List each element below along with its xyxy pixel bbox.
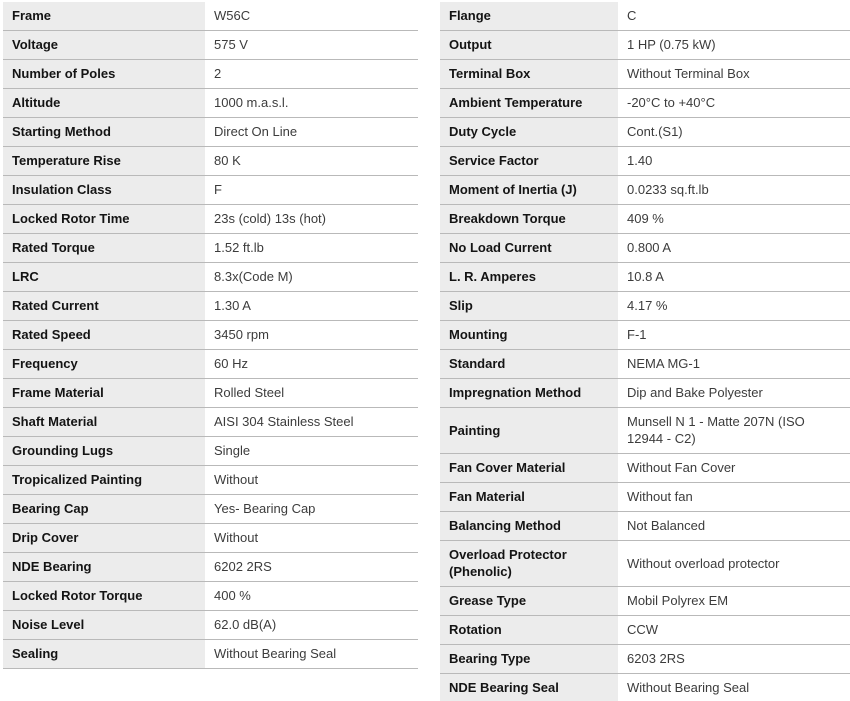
spec-label: Drip Cover xyxy=(3,524,205,552)
spec-label: Rated Torque xyxy=(3,234,205,262)
spec-value: 1000 m.a.s.l. xyxy=(214,95,289,110)
spec-label: Frame Material xyxy=(3,379,205,407)
spec-value: 80 K xyxy=(214,153,241,168)
spec-row xyxy=(3,582,418,611)
spec-value: Without Bearing Seal xyxy=(214,646,337,661)
spec-label: Slip xyxy=(440,292,618,320)
spec-label: Impregnation Method xyxy=(440,379,618,407)
spec-row xyxy=(440,176,850,205)
spec-label: NDE Bearing xyxy=(3,553,205,581)
spec-label: Frame xyxy=(3,2,205,30)
spec-row xyxy=(3,234,418,263)
spec-row xyxy=(3,408,418,437)
spec-value: Without fan xyxy=(627,489,693,504)
spec-row xyxy=(3,350,418,379)
spec-value: Cont.(S1) xyxy=(627,124,683,139)
spec-row xyxy=(440,321,850,350)
spec-row xyxy=(440,234,850,263)
spec-value: 6202 2RS xyxy=(214,559,272,574)
spec-label: Tropicalized Painting xyxy=(3,466,205,494)
spec-value: Direct On Line xyxy=(214,124,298,139)
spec-value: 1.40 xyxy=(627,153,653,168)
spec-value: 1 HP (0.75 kW) xyxy=(627,37,716,52)
spec-label: Mounting xyxy=(440,321,618,349)
spec-label: Rotation xyxy=(440,616,618,644)
spec-value: 2 xyxy=(214,66,222,81)
spec-label: Service Factor xyxy=(440,147,618,175)
spec-row xyxy=(3,379,418,408)
spec-value: F xyxy=(214,182,222,197)
spec-label: Rated Current xyxy=(3,292,205,320)
spec-value: Not Balanced xyxy=(627,518,706,533)
spec-row xyxy=(440,263,850,292)
spec-value: Without Terminal Box xyxy=(627,66,750,81)
spec-row xyxy=(440,292,850,321)
spec-value: -20°C to +40°C xyxy=(627,95,716,110)
spec-row xyxy=(3,176,418,205)
spec-label: Frequency xyxy=(3,350,205,378)
spec-label: Flange xyxy=(440,2,618,30)
spec-row xyxy=(3,611,418,640)
spec-value: 0.0233 sq.ft.lb xyxy=(627,182,709,197)
spec-value: 1.52 ft.lb xyxy=(214,240,264,255)
spec-value: Mobil Polyrex EM xyxy=(627,593,729,608)
spec-label: Breakdown Torque xyxy=(440,205,618,233)
spec-label: Terminal Box xyxy=(440,60,618,88)
spec-row xyxy=(440,483,850,512)
spec-value: 6203 2RS xyxy=(627,651,685,666)
spec-row xyxy=(3,466,418,495)
spec-value: C xyxy=(627,8,637,23)
spec-tables xyxy=(3,2,850,701)
spec-row xyxy=(3,553,418,582)
spec-value: 23s (cold) 13s (hot) xyxy=(214,211,326,226)
spec-label: Painting xyxy=(440,408,618,453)
spec-label: Altitude xyxy=(3,89,205,117)
spec-label: Bearing Cap xyxy=(3,495,205,523)
spec-value: 1.30 A xyxy=(214,298,251,313)
spec-value: Single xyxy=(214,443,251,458)
spec-label: Shaft Material xyxy=(3,408,205,436)
spec-label: NDE Bearing Seal xyxy=(440,674,618,701)
spec-row xyxy=(440,147,850,176)
spec-label: Starting Method xyxy=(3,118,205,146)
spec-row xyxy=(440,89,850,118)
spec-value: Without overload protector xyxy=(627,555,780,571)
spec-label: Grounding Lugs xyxy=(3,437,205,465)
spec-label: Moment of Inertia (J) xyxy=(440,176,618,204)
spec-row xyxy=(440,512,850,541)
spec-table-left xyxy=(3,2,418,669)
spec-row xyxy=(440,454,850,483)
spec-value: W56C xyxy=(214,8,251,23)
spec-value: CCW xyxy=(627,622,659,637)
spec-label: Ambient Temperature xyxy=(440,89,618,117)
spec-table-right xyxy=(440,2,850,701)
spec-label: Noise Level xyxy=(3,611,205,639)
spec-label: Overload Protector (Phenolic) xyxy=(440,541,618,586)
spec-row xyxy=(3,147,418,176)
spec-label: Locked Rotor Torque xyxy=(3,582,205,610)
spec-row xyxy=(440,60,850,89)
spec-row xyxy=(440,205,850,234)
spec-row xyxy=(3,89,418,118)
spec-row xyxy=(440,379,850,408)
spec-value: 575 V xyxy=(214,37,248,52)
spec-label: Insulation Class xyxy=(3,176,205,204)
spec-value: 62.0 dB(A) xyxy=(214,617,277,632)
spec-label: Grease Type xyxy=(440,587,618,615)
spec-value: 0.800 A xyxy=(627,240,672,255)
spec-row xyxy=(440,31,850,60)
spec-label: No Load Current xyxy=(440,234,618,262)
spec-row xyxy=(440,674,850,701)
spec-row xyxy=(3,2,418,31)
spec-value: Without Bearing Seal xyxy=(627,680,750,695)
spec-row xyxy=(3,31,418,60)
spec-value: Without Fan Cover xyxy=(627,460,736,475)
spec-label: Fan Cover Material xyxy=(440,454,618,482)
spec-value: Munsell N 1 - Matte 207N (ISO 12944 - C2) xyxy=(627,414,805,446)
spec-label: Temperature Rise xyxy=(3,147,205,175)
spec-row xyxy=(3,495,418,524)
spec-label: Sealing xyxy=(3,640,205,668)
spec-value: Rolled Steel xyxy=(214,385,285,400)
spec-row xyxy=(3,118,418,147)
spec-label: L. R. Amperes xyxy=(440,263,618,291)
spec-row xyxy=(440,645,850,674)
spec-label: Output xyxy=(440,31,618,59)
spec-row xyxy=(440,541,850,587)
spec-label: Standard xyxy=(440,350,618,378)
spec-row xyxy=(440,118,850,147)
spec-label: Number of Poles xyxy=(3,60,205,88)
spec-label: Locked Rotor Time xyxy=(3,205,205,233)
spec-value: 3450 rpm xyxy=(214,327,269,342)
spec-label: Bearing Type xyxy=(440,645,618,673)
spec-value: NEMA MG-1 xyxy=(627,356,700,371)
spec-row xyxy=(440,616,850,645)
spec-label: Fan Material xyxy=(440,483,618,511)
spec-value: 10.8 A xyxy=(627,269,664,284)
spec-row xyxy=(3,60,418,89)
spec-row xyxy=(3,437,418,466)
spec-row xyxy=(440,2,850,31)
spec-row xyxy=(440,408,850,454)
spec-label: Duty Cycle xyxy=(440,118,618,146)
spec-label: LRC xyxy=(3,263,205,291)
spec-value: 4.17 % xyxy=(627,298,668,313)
spec-value: 409 % xyxy=(627,211,664,226)
spec-row xyxy=(3,321,418,350)
spec-label: Balancing Method xyxy=(440,512,618,540)
spec-label: Rated Speed xyxy=(3,321,205,349)
spec-value: Without xyxy=(214,530,259,545)
spec-row xyxy=(440,350,850,379)
spec-row xyxy=(3,292,418,321)
spec-value: AISI 304 Stainless Steel xyxy=(214,414,354,429)
spec-row xyxy=(3,640,418,669)
spec-value: 400 % xyxy=(214,588,251,603)
spec-value: 8.3x(Code M) xyxy=(214,269,293,284)
spec-label: Voltage xyxy=(3,31,205,59)
spec-value: Without xyxy=(214,472,259,487)
spec-value: Yes- Bearing Cap xyxy=(214,501,316,516)
spec-row xyxy=(440,587,850,616)
spec-row xyxy=(3,524,418,553)
spec-value: 60 Hz xyxy=(214,356,248,371)
spec-value: F-1 xyxy=(627,327,647,342)
spec-row xyxy=(3,205,418,234)
spec-row xyxy=(3,263,418,292)
spec-value: Dip and Bake Polyester xyxy=(627,385,763,400)
